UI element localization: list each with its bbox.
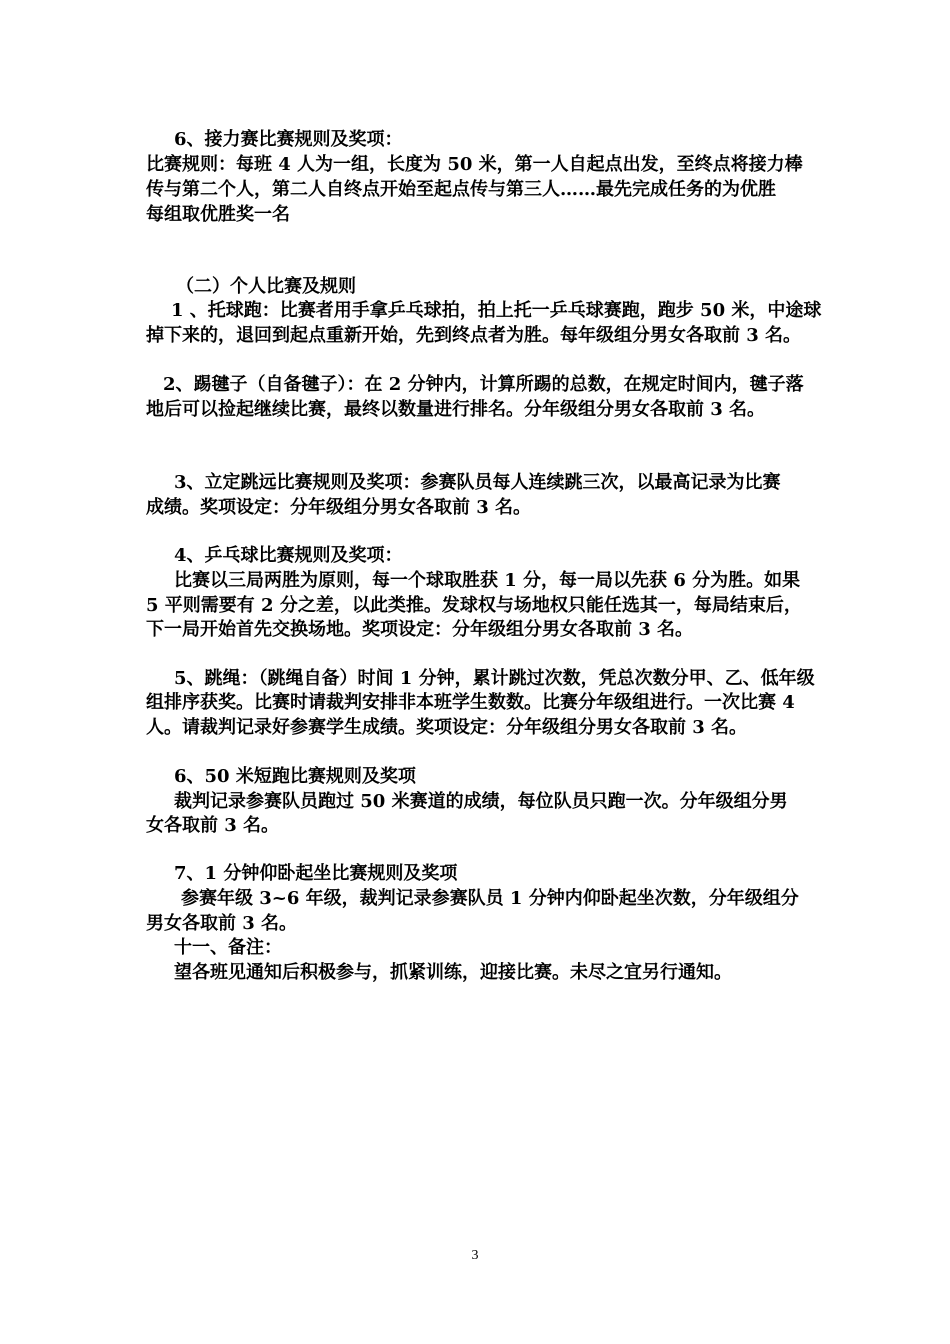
- relay-rule-line: 每组取优胜奖一名: [146, 204, 290, 225]
- sprint-heading: 6、50 米短跑比赛规则及奖项: [174, 766, 416, 787]
- ball-carry-rule-line: 1 、托球跑：比赛者用手拿乒乓球拍，拍上托一乒乓球赛跑，跑步 50 米，中途球: [171, 300, 822, 321]
- table-tennis-rule-line: 下一局开始首先交换场地。奖项设定：分年级组分男女各取前 3 名。: [146, 619, 694, 640]
- notes-body-line: 望各班见通知后积极参与，抓紧训练，迎接比赛。未尽之宜另行通知。: [174, 962, 732, 983]
- relay-rule-line: 传与第二个人，第二人自终点开始至起点传与第三人……最先完成任务的为优胜: [146, 179, 776, 200]
- long-jump-rule-line: 3、立定跳远比赛规则及奖项：参赛队员每人连续跳三次，以最高记录为比赛: [174, 472, 781, 493]
- relay-heading: 6、接力赛比赛规则及奖项：: [174, 129, 403, 150]
- situps-rule-line: 参赛年级 3~6 年级，裁判记录参赛队员 1 分钟内仰卧起坐次数，分年级组分: [181, 888, 799, 909]
- table-tennis-heading: 4、乒乓球比赛规则及奖项：: [174, 545, 403, 566]
- rope-skipping-rule-line: 组排序获奖。比赛时请裁判安排非本班学生数数。比赛分年级组进行。一次比赛 4: [146, 692, 795, 713]
- situps-rule-line: 男女各取前 3 名。: [146, 913, 298, 934]
- rope-skipping-rule-line: 人。请裁判记录好参赛学生成绩。奖项设定：分年级组分男女各取前 3 名。: [146, 717, 748, 738]
- table-tennis-rule-line: 比赛以三局两胜为原则，每一个球取胜获 1 分，每一局以先获 6 分为胜。如果: [174, 570, 801, 591]
- sprint-rule-line: 女各取前 3 名。: [146, 815, 280, 836]
- shuttlecock-rule-line: 2、踢毽子（自备毽子）：在 2 分钟内，计算所踢的总数，在规定时间内，毽子落: [163, 374, 804, 395]
- long-jump-rule-line: 成绩。奖项设定：分年级组分男女各取前 3 名。: [146, 497, 532, 518]
- shuttlecock-rule-line: 地后可以捡起继续比赛，最终以数量进行排名。分年级组分男女各取前 3 名。: [146, 399, 766, 420]
- situps-heading: 7、1 分钟仰卧起坐比赛规则及奖项: [174, 863, 458, 884]
- relay-rule-line: 比赛规则：每班 4 人为一组，长度为 50 米，第一人自起点出发，至终点将接力棒: [146, 154, 803, 175]
- ball-carry-rule-line: 掉下来的，退回到起点重新开始，先到终点者为胜。每年级组分男女各取前 3 名。: [146, 325, 802, 346]
- notes-heading: 十一、备注：: [174, 937, 282, 958]
- rope-skipping-rule-line: 5、跳绳：（跳绳自备）时间 1 分钟，累计跳过次数，凭总次数分甲、乙、低年级: [174, 668, 815, 689]
- table-tennis-rule-line: 5 平则需要有 2 分之差，以此类推。发球权与场地权只能任选其一，每局结束后，: [146, 595, 802, 616]
- page-number: 3: [471, 1248, 479, 1263]
- individual-heading: （二）个人比赛及规则: [176, 276, 356, 297]
- sprint-rule-line: 裁判记录参赛队员跑过 50 米赛道的成绩，每位队员只跑一次。分年级组分男: [174, 791, 788, 812]
